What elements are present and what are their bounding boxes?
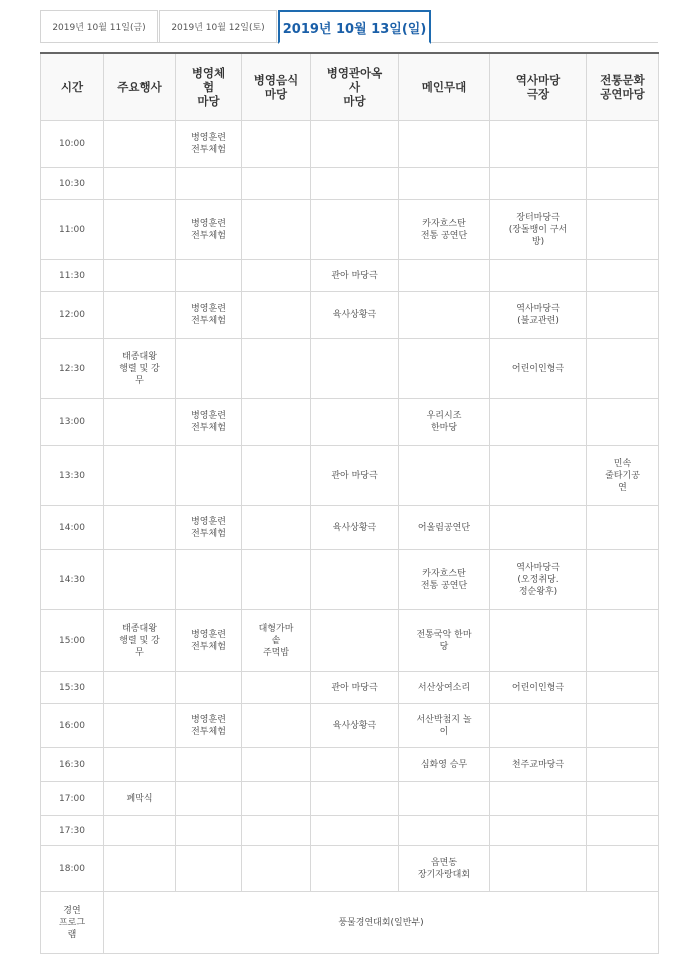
header-history-theater bbox=[490, 53, 587, 121]
event-cell bbox=[490, 339, 587, 399]
table-row bbox=[41, 748, 659, 782]
time-cell: 15:00 bbox=[41, 610, 104, 672]
event-cell bbox=[311, 339, 399, 399]
event-label: 서산박첨지 놀 이 bbox=[416, 714, 472, 737]
event-cell bbox=[242, 200, 311, 260]
table-row bbox=[41, 846, 659, 892]
header-main-event bbox=[104, 53, 176, 121]
event-cell bbox=[311, 846, 399, 892]
event-cell bbox=[311, 446, 399, 506]
event-label: 카자흐스탄 전통 공연단 bbox=[420, 568, 468, 591]
event-cell bbox=[104, 168, 176, 200]
time-cell: 16:30 bbox=[41, 748, 104, 782]
event-label: 관아 마당극 bbox=[331, 270, 378, 281]
event-cell bbox=[104, 339, 176, 399]
event-label: 장터마당극 (장돌뱅이 구서 방) bbox=[508, 212, 568, 247]
event-cell bbox=[587, 704, 659, 748]
event-label: 카자흐스탄 전통 공연단 bbox=[420, 218, 468, 241]
event-cell bbox=[490, 816, 587, 846]
event-cell bbox=[399, 816, 490, 846]
event-label: 육사상황극 bbox=[332, 720, 377, 731]
event-cell bbox=[242, 550, 311, 610]
event-cell bbox=[399, 399, 490, 446]
event-cell bbox=[104, 399, 176, 446]
schedule-body bbox=[41, 121, 659, 954]
event-cell bbox=[490, 550, 587, 610]
event-cell bbox=[399, 446, 490, 506]
event-cell bbox=[399, 704, 490, 748]
header-label: 병영관아옥 사 마당 bbox=[326, 66, 383, 108]
event-cell bbox=[104, 550, 176, 610]
event-cell bbox=[176, 704, 242, 748]
event-cell bbox=[490, 610, 587, 672]
event-cell bbox=[104, 704, 176, 748]
table-row bbox=[41, 704, 659, 748]
event-cell bbox=[490, 672, 587, 704]
event-cell bbox=[311, 550, 399, 610]
event-cell bbox=[242, 260, 311, 292]
time-cell: 17:30 bbox=[41, 816, 104, 846]
event-cell bbox=[176, 672, 242, 704]
time-cell: 11:30 bbox=[41, 260, 104, 292]
event-cell bbox=[311, 292, 399, 339]
time-cell: 10:00 bbox=[41, 121, 104, 168]
event-cell bbox=[311, 782, 399, 816]
event-cell bbox=[242, 506, 311, 550]
event-cell bbox=[399, 846, 490, 892]
tab-oct-12[interactable]: 2019년 10월 12일(토) bbox=[159, 10, 277, 43]
event-cell bbox=[104, 610, 176, 672]
table-row bbox=[41, 399, 659, 446]
event-label: 대형가마 솥 주먹밥 bbox=[258, 623, 294, 658]
event-cell bbox=[587, 339, 659, 399]
event-cell bbox=[242, 846, 311, 892]
event-cell bbox=[242, 782, 311, 816]
event-cell bbox=[399, 506, 490, 550]
event-cell bbox=[311, 200, 399, 260]
event-cell bbox=[176, 550, 242, 610]
event-label: 병영훈련 전투체험 bbox=[191, 629, 226, 652]
event-label: 병영훈련 전투체험 bbox=[191, 714, 226, 737]
header-government-office bbox=[311, 53, 399, 121]
header-label: 역사마당 극장 bbox=[515, 73, 561, 101]
time-cell: 13:30 bbox=[41, 446, 104, 506]
event-cell bbox=[242, 748, 311, 782]
event-cell bbox=[311, 704, 399, 748]
event-label: 천주교마당극 bbox=[511, 759, 565, 770]
event-cell bbox=[176, 506, 242, 550]
header-label: 병영음식 마당 bbox=[253, 73, 299, 101]
event-cell bbox=[242, 399, 311, 446]
event-label: 읍면동 장기자랑대회 bbox=[417, 857, 471, 880]
event-label: 어울림공연단 bbox=[417, 522, 471, 533]
event-cell bbox=[176, 748, 242, 782]
header-main-stage bbox=[399, 53, 490, 121]
schedule-table bbox=[40, 52, 659, 954]
event-label: 관아 마당극 bbox=[331, 682, 378, 693]
event-cell bbox=[490, 168, 587, 200]
event-cell bbox=[587, 121, 659, 168]
competition-label bbox=[41, 892, 104, 954]
event-cell bbox=[242, 704, 311, 748]
event-label: 어린이인형극 bbox=[511, 363, 565, 374]
table-row bbox=[41, 550, 659, 610]
event-label: 병영훈련 전투체험 bbox=[191, 133, 226, 155]
event-cell bbox=[104, 446, 176, 506]
event-cell bbox=[587, 782, 659, 816]
event-cell bbox=[399, 339, 490, 399]
event-cell bbox=[399, 121, 490, 168]
time-cell: 10:30 bbox=[41, 168, 104, 200]
event-label: 서산상여소리 bbox=[417, 682, 471, 693]
time-cell: 14:30 bbox=[41, 550, 104, 610]
table-row bbox=[41, 446, 659, 506]
table-row bbox=[41, 168, 659, 200]
event-cell bbox=[242, 168, 311, 200]
event-cell bbox=[176, 610, 242, 672]
event-cell bbox=[104, 292, 176, 339]
time-cell: 12:00 bbox=[41, 292, 104, 339]
event-cell bbox=[242, 610, 311, 672]
event-cell bbox=[587, 506, 659, 550]
event-cell bbox=[176, 260, 242, 292]
event-cell bbox=[399, 260, 490, 292]
table-row bbox=[41, 816, 659, 846]
event-cell bbox=[176, 846, 242, 892]
table-row bbox=[41, 339, 659, 399]
event-cell bbox=[311, 672, 399, 704]
event-cell bbox=[587, 399, 659, 446]
event-cell bbox=[242, 339, 311, 399]
event-label: 병영훈련 전투체험 bbox=[191, 516, 226, 539]
event-cell bbox=[104, 846, 176, 892]
event-label: 태종대왕 행렬 및 강 무 bbox=[119, 351, 160, 386]
event-label: 역사마당극 (오정취당. 정순왕후) bbox=[516, 562, 560, 597]
date-tabs bbox=[40, 10, 432, 43]
time-cell: 12:30 bbox=[41, 339, 104, 399]
event-cell bbox=[399, 550, 490, 610]
time-cell: 11:00 bbox=[41, 200, 104, 260]
time-cell: 17:00 bbox=[41, 782, 104, 816]
event-cell bbox=[399, 168, 490, 200]
event-cell bbox=[399, 610, 490, 672]
event-label: 병영훈련 전투체험 bbox=[191, 411, 226, 433]
event-label: 역사마당극 (불교관련) bbox=[516, 304, 560, 326]
event-cell bbox=[242, 121, 311, 168]
header-military-experience bbox=[176, 53, 242, 121]
event-cell bbox=[587, 816, 659, 846]
event-label: 우리시조 한마당 bbox=[426, 411, 462, 433]
event-cell bbox=[587, 550, 659, 610]
table-row bbox=[41, 610, 659, 672]
event-cell bbox=[176, 782, 242, 816]
event-cell bbox=[490, 782, 587, 816]
event-cell bbox=[587, 610, 659, 672]
event-cell bbox=[490, 446, 587, 506]
event-cell bbox=[242, 446, 311, 506]
time-cell: 16:00 bbox=[41, 704, 104, 748]
header-military-food bbox=[242, 53, 311, 121]
event-cell bbox=[587, 446, 659, 506]
event-cell bbox=[587, 260, 659, 292]
event-label: 육사상황극 bbox=[332, 310, 377, 320]
event-cell bbox=[242, 672, 311, 704]
event-label: 심화영 승무 bbox=[420, 759, 468, 770]
event-cell bbox=[176, 816, 242, 846]
event-cell bbox=[399, 292, 490, 339]
event-cell bbox=[176, 200, 242, 260]
event-label: 폐막식 bbox=[126, 793, 153, 804]
competition-label-text: 경연 프로그 램 bbox=[58, 905, 86, 940]
event-cell bbox=[490, 399, 587, 446]
event-cell bbox=[311, 121, 399, 168]
time-cell: 18:00 bbox=[41, 846, 104, 892]
event-cell bbox=[399, 782, 490, 816]
event-cell bbox=[176, 446, 242, 506]
table-row bbox=[41, 200, 659, 260]
competition-event: 풍물경연대회(일반부) bbox=[104, 892, 659, 954]
event-cell bbox=[490, 506, 587, 550]
event-cell bbox=[104, 260, 176, 292]
event-cell bbox=[176, 121, 242, 168]
event-cell bbox=[399, 200, 490, 260]
event-cell bbox=[587, 846, 659, 892]
event-cell bbox=[104, 121, 176, 168]
header-label: 전통문화 공연마당 bbox=[600, 73, 645, 101]
event-label: 병영훈련 전투체험 bbox=[191, 218, 226, 241]
header-label: 주요행사 bbox=[117, 80, 162, 94]
event-label: 민속 줄타기공 연 bbox=[605, 458, 640, 493]
event-cell bbox=[587, 168, 659, 200]
event-cell bbox=[176, 339, 242, 399]
table-row bbox=[41, 672, 659, 704]
event-cell bbox=[490, 292, 587, 339]
event-cell bbox=[104, 672, 176, 704]
event-cell bbox=[176, 292, 242, 339]
table-row bbox=[41, 260, 659, 292]
tab-oct-11[interactable]: 2019년 10월 11일(금) bbox=[40, 10, 158, 43]
event-label: 관아 마당극 bbox=[331, 470, 378, 481]
event-cell bbox=[490, 748, 587, 782]
event-cell bbox=[399, 748, 490, 782]
event-cell bbox=[311, 506, 399, 550]
event-cell bbox=[242, 816, 311, 846]
event-cell bbox=[311, 748, 399, 782]
event-cell bbox=[587, 748, 659, 782]
event-cell bbox=[104, 200, 176, 260]
event-cell bbox=[104, 816, 176, 846]
event-cell bbox=[311, 260, 399, 292]
event-cell bbox=[490, 260, 587, 292]
event-cell bbox=[399, 672, 490, 704]
event-cell bbox=[311, 399, 399, 446]
event-cell bbox=[490, 200, 587, 260]
header-label: 시간 bbox=[60, 80, 84, 94]
event-cell bbox=[311, 610, 399, 672]
time-cell: 15:30 bbox=[41, 672, 104, 704]
header-label: 병영체 험 마당 bbox=[191, 66, 226, 108]
event-cell bbox=[176, 168, 242, 200]
event-cell bbox=[311, 168, 399, 200]
event-label: 육사상황극 bbox=[332, 522, 377, 533]
tab-oct-13[interactable]: 2019년 10월 13일(일) bbox=[278, 10, 431, 44]
event-label: 전통국악 한마 당 bbox=[416, 629, 472, 652]
event-cell bbox=[104, 506, 176, 550]
event-label: 병영훈련 전투체험 bbox=[191, 304, 226, 326]
header-row bbox=[41, 53, 659, 121]
table-row bbox=[41, 506, 659, 550]
time-cell: 13:00 bbox=[41, 399, 104, 446]
event-cell bbox=[490, 704, 587, 748]
event-cell bbox=[176, 399, 242, 446]
competition-row bbox=[41, 892, 659, 954]
time-cell: 14:00 bbox=[41, 506, 104, 550]
table-row bbox=[41, 782, 659, 816]
event-cell bbox=[104, 782, 176, 816]
header-time bbox=[41, 53, 104, 121]
event-cell bbox=[587, 672, 659, 704]
event-cell bbox=[490, 121, 587, 168]
event-cell bbox=[311, 816, 399, 846]
event-cell bbox=[104, 748, 176, 782]
header-label: 메인무대 bbox=[421, 80, 467, 94]
event-cell bbox=[587, 292, 659, 339]
event-cell bbox=[490, 846, 587, 892]
event-label: 태종대왕 행렬 및 강 무 bbox=[119, 623, 160, 658]
table-row bbox=[41, 292, 659, 339]
event-cell bbox=[242, 292, 311, 339]
table-row bbox=[41, 121, 659, 168]
event-label: 어린이인형극 bbox=[511, 682, 565, 693]
header-traditional-culture bbox=[587, 53, 659, 121]
event-cell bbox=[587, 200, 659, 260]
